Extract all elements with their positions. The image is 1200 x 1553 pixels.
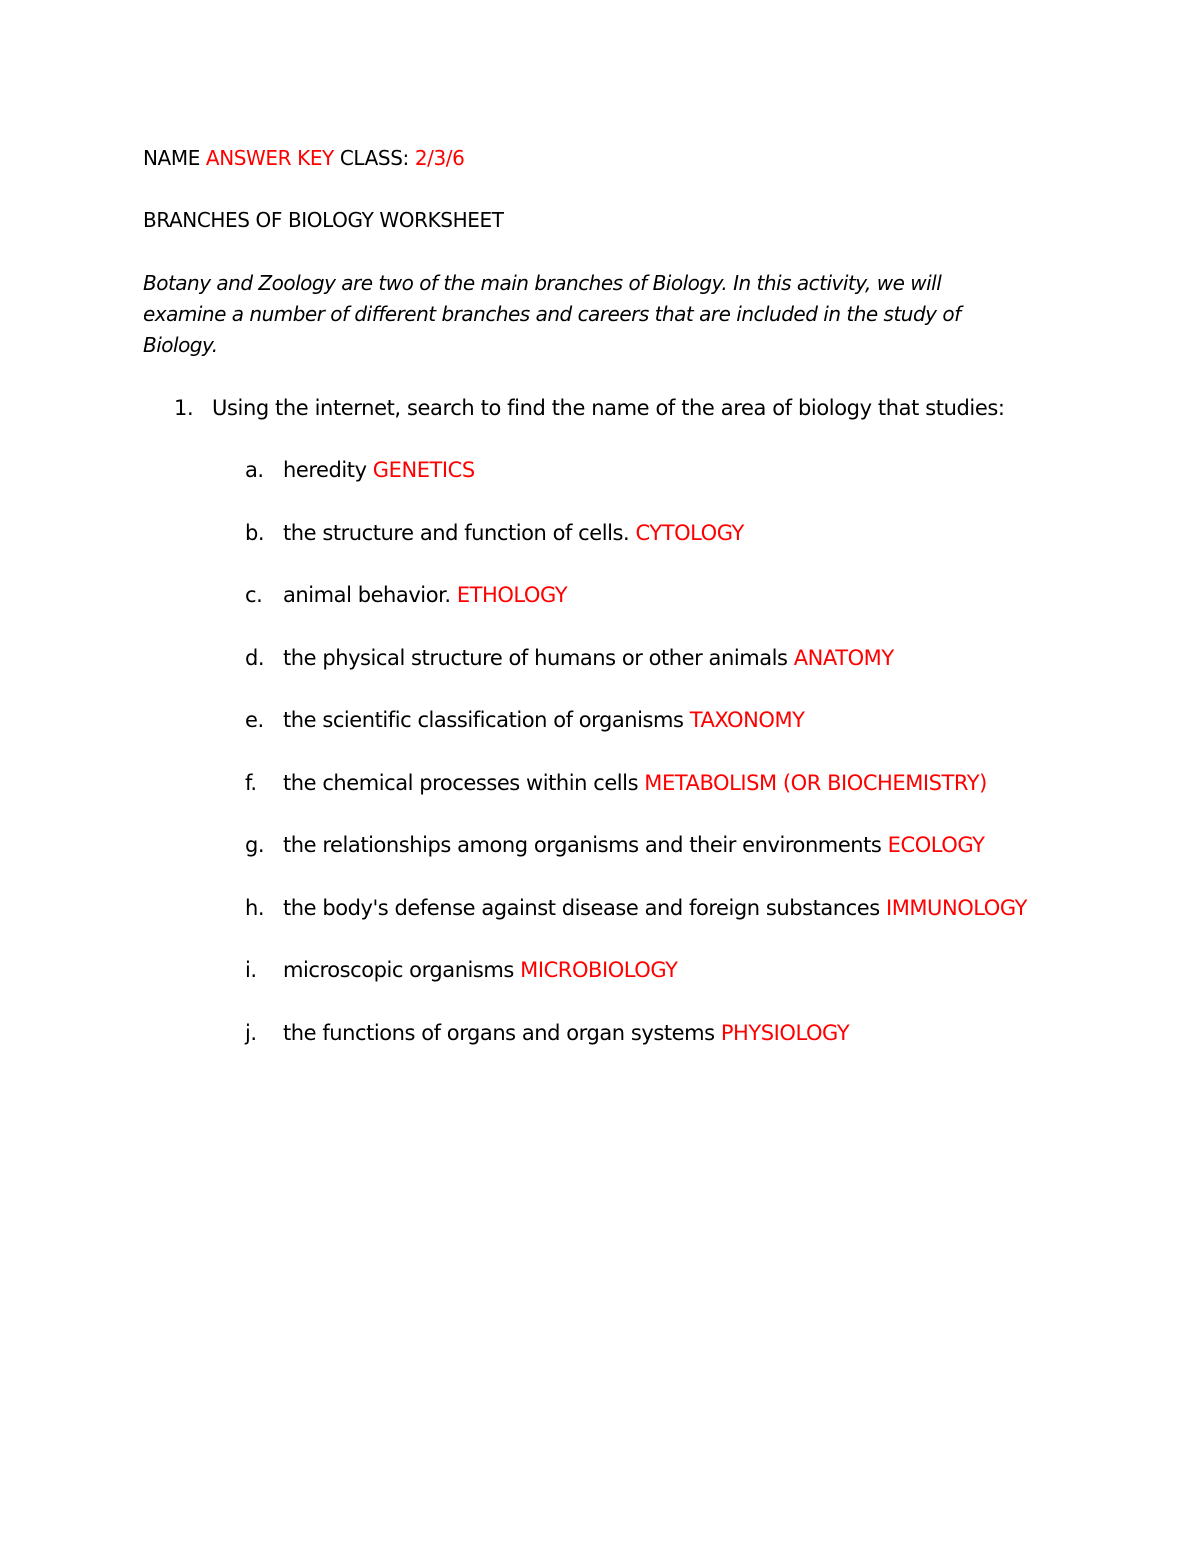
item-letter: j. (245, 1020, 257, 1045)
list-item (0, 768, 1200, 799)
item-answer: ETHOLOGY (456, 583, 568, 607)
item-answer: IMMUNOLOGY (885, 895, 1028, 920)
item-prompt: animal behavior. (283, 583, 451, 607)
list-item (0, 830, 1200, 861)
item-prompt: the relationships among organisms and their environments (283, 833, 882, 857)
item-answer: CYTOLOGY (635, 520, 744, 545)
item-prompt: the structure and function of cells. (283, 520, 630, 545)
item-body (283, 455, 475, 486)
item-answer: ANATOMY (793, 645, 894, 670)
worksheet-title: BRANCHES OF BIOLOGY WORKSHEET (143, 208, 504, 232)
item-answer: METABOLISM (OR BIOCHEMISTRY) (644, 770, 987, 795)
question-number: 1. (174, 396, 194, 420)
list-item (0, 518, 1200, 549)
item-body (283, 893, 1027, 924)
item-letter: e. (245, 708, 264, 732)
name-value: ANSWER KEY (205, 146, 334, 170)
item-body (283, 768, 987, 799)
item-body (283, 643, 894, 674)
item-prompt: the chemical processes within cells (283, 770, 639, 795)
list-item (0, 643, 1200, 674)
name-label: NAME (143, 146, 200, 170)
header-line (143, 143, 464, 174)
intro-paragraph (143, 268, 1023, 361)
item-answer: TAXONOMY (689, 708, 805, 732)
item-letter: b. (245, 520, 265, 545)
class-label: CLASS: (339, 146, 409, 170)
list-item (0, 580, 1200, 611)
item-body (283, 518, 744, 549)
list-item (0, 893, 1200, 924)
item-answer: PHYSIOLOGY (720, 1020, 850, 1045)
list-item (0, 955, 1200, 986)
list-item (0, 1018, 1200, 1049)
question-text: Using the internet, search to find the name of the area of biology that studies: (212, 396, 1005, 420)
item-prompt: microscopic organisms (283, 958, 514, 982)
intro-line-1: Botany and Zoology are two of the main branches of Biology. In this activity, we will (143, 271, 942, 295)
item-letter: g. (245, 833, 265, 857)
item-letter: c. (245, 583, 263, 607)
item-prompt: the functions of organs and organ systems (283, 1020, 715, 1045)
item-prompt: the physical structure of humans or other animals (283, 645, 788, 670)
item-prompt: the scientific classification of organisms (283, 708, 684, 732)
item-letter: h. (245, 895, 265, 920)
item-body (283, 705, 805, 736)
item-body (283, 1018, 849, 1049)
item-body (283, 955, 678, 986)
class-value: 2/3/6 (414, 146, 465, 170)
intro-line-3: Biology. (143, 333, 218, 357)
list-item (0, 705, 1200, 736)
item-letter: d. (245, 645, 265, 670)
item-prompt: the body's defense against disease and foreign substances (283, 895, 880, 920)
item-letter: f. (245, 770, 257, 795)
intro-line-2: examine a number of different branches and careers that are included in the study of (143, 302, 961, 326)
item-answer: MICROBIOLOGY (520, 958, 678, 982)
item-answer: GENETICS (372, 458, 475, 482)
item-letter: i. (245, 958, 257, 982)
item-body (283, 830, 985, 861)
item-prompt: heredity (283, 458, 367, 482)
list-item (0, 455, 1200, 486)
item-answer: ECOLOGY (887, 833, 985, 857)
item-letter: a. (245, 458, 264, 482)
item-body (283, 580, 567, 611)
